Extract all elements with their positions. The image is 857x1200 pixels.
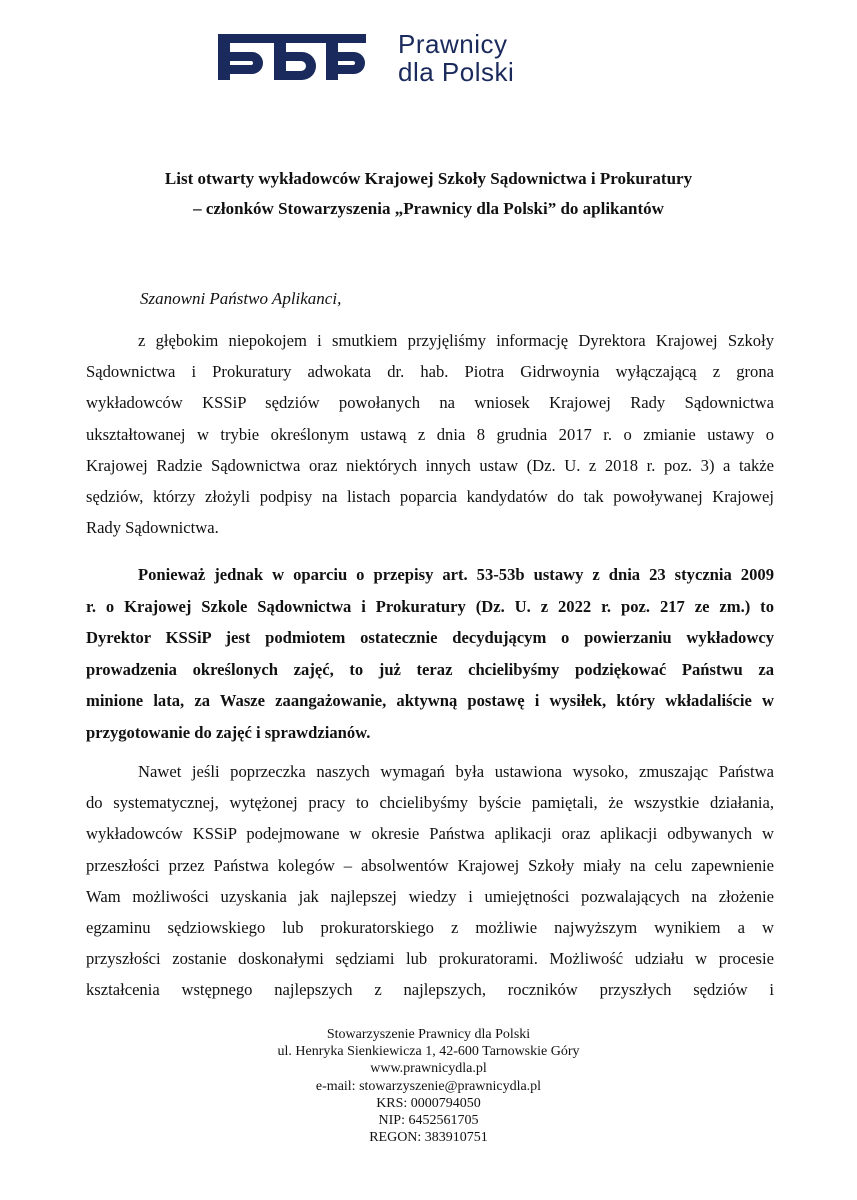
paragraph-line: Rady Sądownictwa.: [86, 518, 219, 538]
paragraph-line: przeszłości przez Państwa kolegów – absolwentów Krajowej Szkoły miały na celu zapewnienie: [86, 855, 774, 875]
paragraph-line: kształcenia wstępnego najlepszych z najlepszych, roczników przyszłych sędziów i: [86, 980, 774, 1000]
paragraph-line: Ponieważ jednak w oparciu o przepisy art. 53-53b ustawy z dnia 23 stycznia 2009: [138, 565, 774, 584]
logo-line-1: Prawnicy: [398, 29, 508, 59]
paragraph-2-bold: [86, 559, 774, 749]
title-line-2: – członków Stowarzyszenia „Prawnicy dla Polski” do aplikantów: [193, 199, 664, 218]
paragraph-line: przyszłości zostanie doskonałymi sędziami lub prokuratorami. Możliwość udziału w procesie: [86, 949, 774, 969]
paragraph-3: [86, 756, 774, 1006]
salutation: Szanowni Państwo Aplikanci,: [140, 289, 342, 308]
footer-website: www.prawnicydla.pl: [370, 1061, 487, 1077]
paragraph-line: do systematycznej, wytężonej pracy to chcielibyśmy byście pamiętali, że wszystkie działania,: [86, 793, 774, 813]
paragraph-line: ukształtowanej w trybie określonym ustawą z dnia 8 grudnia 2017 r. o zmianie ustawy o: [86, 424, 774, 444]
paragraph-line: z głębokim niepokojem i smutkiem przyjęliśmy informację Dyrektora Krajowej Szkoły: [138, 331, 774, 350]
footer-organization: Stowarzyszenie Prawnicy dla Polski: [326, 1027, 531, 1042]
paragraph-line: prowadzenia określonych zajęć, to już teraz chcielibyśmy podziękować Państwu za: [86, 659, 774, 679]
organization-logo: [218, 28, 618, 90]
title-line-1: List otwarty wykładowców Krajowej Szkoły Sądownictwa i Prokuratury: [164, 169, 693, 188]
paragraph-line: Wam możliwości uzyskania jak najlepszej wiedzy i umiejętności pozwalających na złożenie: [86, 886, 774, 906]
footer-address: ul. Henryka Sienkiewicza 1, 42-600 Tarnowskie Góry: [277, 1044, 580, 1060]
pdp-logo-mark: [218, 30, 368, 82]
document-title: [0, 164, 857, 224]
footer-regon: REGON: 383910751: [369, 1130, 488, 1146]
logo-line-2: dla Polski: [398, 57, 515, 87]
footer-krs: KRS: 0000794050: [376, 1095, 481, 1111]
footer-email: e-mail: stowarzyszenie@prawnicydla.pl: [315, 1078, 542, 1094]
paragraph-line: r. o Krajowej Szkole Sądownictwa i Prokuratury (Dz. U. z 2022 r. poz. 217 ze zm.) to: [86, 596, 774, 616]
paragraph-line: minione lata, za Wasze zaangażowanie, aktywną postawę i wysiłek, który wkładaliście w: [86, 691, 774, 711]
paragraph-line: Krajowej Radzie Sądownictwa oraz niektórych innych ustaw (Dz. U. z 2018 r. poz. 3) a także: [86, 455, 774, 475]
paragraph-1: [86, 325, 774, 543]
footer-contact-info: [0, 1026, 857, 1146]
paragraph-line: wykładowców KSSiP sędziów powołanych na wniosek Krajowej Rady Sądownictwa: [86, 393, 774, 413]
paragraph-line: Dyrektor KSSiP jest podmiotem ostatecznie decydującym o powierzaniu wykładowcy: [86, 628, 774, 648]
footer-nip: NIP: 6452561705: [378, 1113, 479, 1129]
paragraph-line: sędziów, którzy złożyli podpisy na listach poparcia kandydatów do tak powoływanej Krajowej: [86, 487, 774, 507]
paragraph-line: egzaminu sędziowskiego lub prokuratorskiego z możliwie najwyższym wynikiem a w: [86, 918, 774, 938]
logo-wordmark: [398, 30, 514, 86]
paragraph-line: Sądownictwa i Prokuratury adwokata dr. hab. Piotra Gidrwoynia wyłączającą z grona: [86, 362, 774, 382]
paragraph-line: Nawet jeśli poprzeczka naszych wymagań była ustawiona wysoko, zmuszając Państwa: [138, 762, 774, 781]
paragraph-line: wykładowców KSSiP podejmowane w okresie Państwa aplikacji oraz aplikacji odbywanych w: [86, 824, 774, 844]
paragraph-line: przygotowanie do zajęć i sprawdzianów.: [86, 722, 371, 742]
